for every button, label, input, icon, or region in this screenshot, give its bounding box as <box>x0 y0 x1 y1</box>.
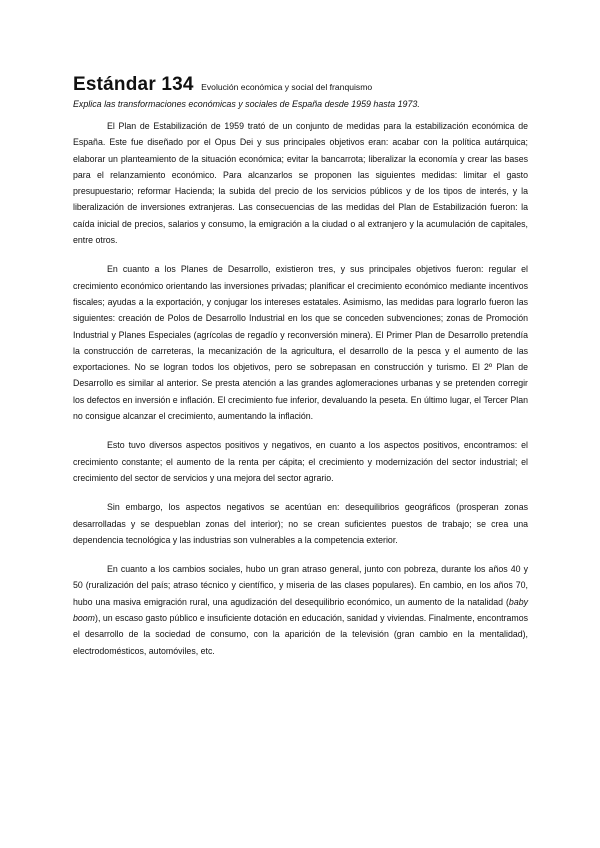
paragraph-social-changes <box>73 561 528 659</box>
social-changes-text-start: En cuanto a los cambios sociales, hubo un gran atraso general, junto con pobreza, durante los años 40 y 50 (ruralización del país; atraso técnico y científico, y miseria de las clases populares). En cambio, en los años 70, hubo una masiva emigración rural, una agudización del desequilibrio económico, un aumento de la natalidad ( <box>73 564 528 607</box>
document-page <box>73 74 528 672</box>
paragraph-stabilization-plan: El Plan de Estabilización de 1959 trató de un conjunto de medidas para la estabilización económica de España. Este fue diseñado por el Opus Dei y sus principales objetivos eran: acabar con la política autárquica; elaborar un planteamiento de la situación económica; evitar la bancarrota; liberalizar la economía y crear las bases para el relanzamiento económico. Para alcanzarlos se proponen las siguientes medidas: limitar el gasto presupuestario; reformar Hacienda; la subida del precio de los servicios públicos y de los tipos de interés, y la liberalización de inversiones extranjeras. Las consecuencias de las medidas del Plan de Estabilización fueron: la caída inicial de precios, salarios y consumo, la emigración a la ciudad o al extranjero y la acumulación de capitales, entre otros. <box>73 121 528 246</box>
baby-boom-term: baby boom <box>73 596 528 624</box>
document-header <box>73 74 528 98</box>
document-subtitle: Evolución económica y social del franquismo <box>201 82 373 92</box>
paragraph-negative-aspects: Sin embargo, los aspectos negativos se acentúan en: desequilibrios geográficos (prosperan zonas desarrolladas y se despueblan zonas del interior); no se crean suficientes puestos de trabajo; se crea una dependencia tecnológica y las industrias son vulnerables a la competencia exterior. <box>73 502 528 545</box>
paragraph-positive-aspects: Esto tuvo diversos aspectos positivos y negativos, en cuanto a los aspectos positivos, encontramos: el crecimiento constante; el aumento de la renta per cápita; el crecimiento y modernización del sector industrial; el crecimiento del sector de servicios y una mejora del sector agrario. <box>73 440 528 483</box>
social-changes-text-end: ), un escaso gasto público e insuficiente dotación en educación, sanidad y viviendas. Finalmente, encontramos el desarrollo de la sociedad de consumo, con la aparición de la televisión (gran cambio en la mentalidad), electrodomésticos, automóviles, etc. <box>73 613 528 656</box>
document-title: Estándar 134 <box>73 74 194 95</box>
standard-statement: Explica las transformaciones económicas y sociales de España desde 1959 hasta 1973. <box>73 99 420 109</box>
paragraph-development-plans: En cuanto a los Planes de Desarrollo, existieron tres, y sus principales objetivos fueron: regular el crecimiento económico orientando las inversiones privadas; planificar el crecimiento económico mediante incentivos fiscales; ayudas a la exportación, y conjugar los intereses estatales. Asimismo, las medidas para lograrlo fueron las siguientes: creación de Polos de Desarrollo Industrial en los que se conceden subvenciones; zonas de Promoción Industrial y Planes Especiales (agrícolas de regadío y reconversión minera). El Primer Plan de Desarrollo pretendía la construcción de carreteras, la mecanización de la agricultura, el desarrollo de la pesca y el aumento de las exportaciones. No se logran todos los objetivos, pero se sobrepasan en construcción y turismo. El 2º Plan de Desarrollo es similar al anterior. Se presta atención a las grandes aglomeraciones urbanas y se pretenden corregir los defectos en inversión e inflación. El crecimiento fue inferior, devaluando la peseta. En último lugar, el Tercer Plan no consigue alcanzar el crecimiento, aumentando la inflación. <box>73 264 528 422</box>
